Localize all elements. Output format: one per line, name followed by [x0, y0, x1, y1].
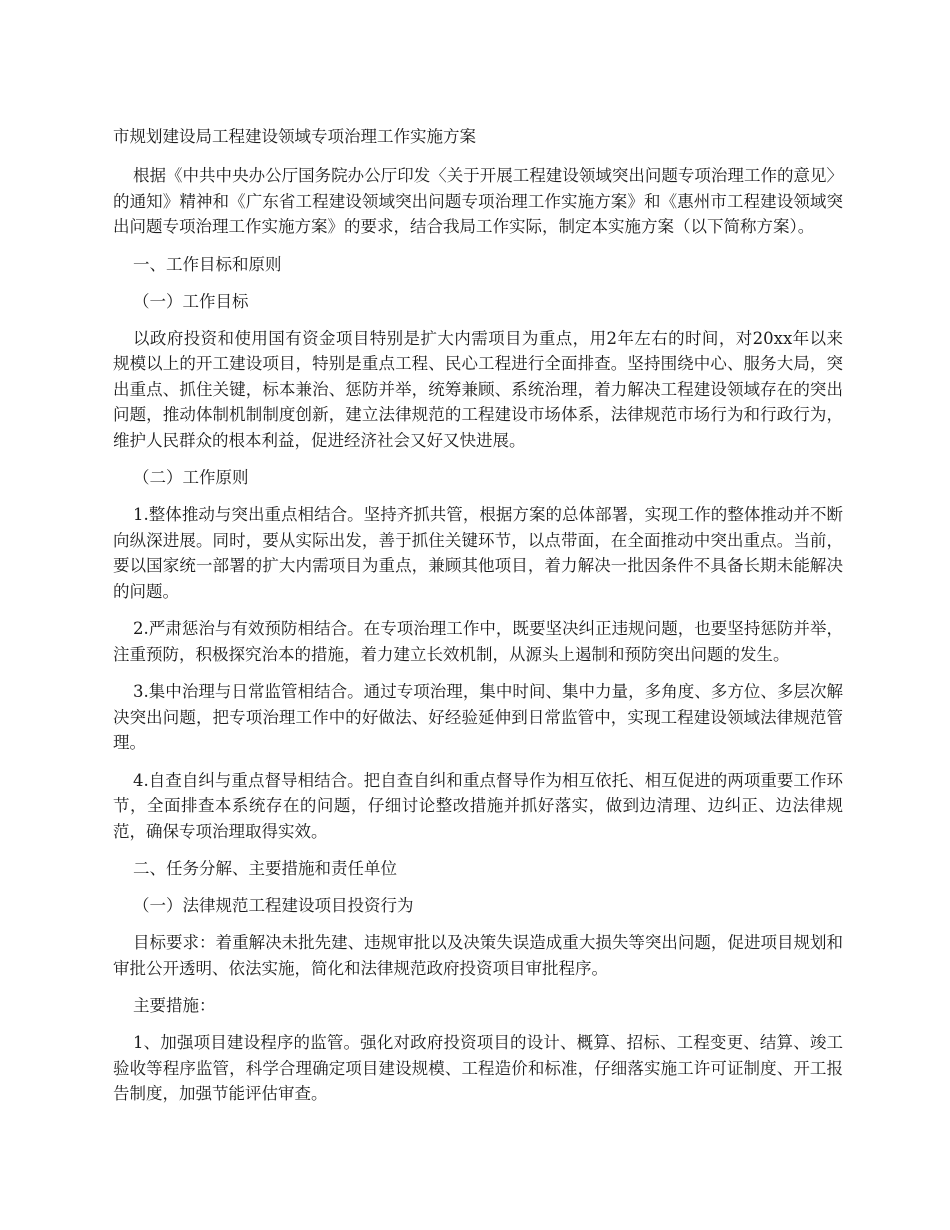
heading-main-measures: 主要措施：: [133, 996, 216, 1015]
subsection-heading-goals: （一）工作目标: [133, 291, 249, 311]
section-heading-1: 一、工作目标和原则: [133, 254, 282, 274]
section-heading-2: 二、任务分解、主要措施和责任单位: [133, 859, 397, 878]
subsection-heading-investment: （一）法律规范工程建设项目投资行为: [133, 896, 414, 915]
document-page: [113, 125, 843, 1119]
paragraph-measure-1: 1、加强项目建设程序的监管。强化对政府投资项目的设计、概算、招标、工程变更、结算、竣工验收等程序监管，科学合理确定项目建设规模、工程造价和标准，仔细落实施工许可证制度、开工报告制度，加强节能评估审查。: [113, 1033, 843, 1103]
document-title: 市规划建设局工程建设领域专项治理工作实施方案: [113, 127, 476, 146]
paragraph-principle-2: 2.严肃惩治与有效预防相结合。在专项治理工作中，既要坚决纠正违规问题，也要坚持惩防并举，注重预防，积极探究治本的措施，着力建立长效机制，从源头上遏制和预防突出问题的发生。: [113, 619, 843, 664]
paragraph-intro: 根据《中共中央办公厅国务院办公厅印发〈关于开展工程建设领域突出问题专项治理工作的意见〉的通知》精神和《广东省工程建设领域突出问题专项治理工作实施方案》和《惠州市工程建设领域突出问题专项治理工作实施方案》的要求，结合我局工作实际，制定本实施方案（以下简称方案）。: [113, 166, 843, 236]
subsection-heading-principles: （二）工作原则: [133, 468, 249, 487]
paragraph-target-requirements: 目标要求：着重解决未批先建、违规审批以及决策失误造成重大损失等突出问题，促进项目规划和审批公开透明、依法实施，简化和法律规范政府投资项目审批程序。: [113, 933, 843, 978]
paragraph-principle-4: 4.自查自纠与重点督导相结合。把自查自纠和重点督导作为相互依托、相互促进的两项重要工作环节，全面排查本系统存在的问题，仔细讨论整改措施并抓好落实，做到边清理、边纠正、边法律规范，确保专项治理取得实效。: [113, 770, 843, 841]
paragraph-principle-1: 1.整体推动与突出重点相结合。坚持齐抓共管，根据方案的总体部署，实现工作的整体推动并不断向纵深进展。同时，要从实际出发，善于抓住关键环节，以点带面，在全面推动中突出重点。当前，要以国家统一部署的扩大内需项目为重点，兼顾其他项目，着力解决一批因条件不具备长期未能解决的问题。: [113, 505, 843, 601]
paragraph-goals: 以政府投资和使用国有资金项目特别是扩大内需项目为重点，用2年左右的时间，对20xx年以来规模以上的开工建设项目，特别是重点工程、民心工程进行全面排查。坚持围绕中心、服务大局，突出重点、抓住关键，标本兼治、惩防并举，统筹兼顾、系统治理，着力解决工程建设领域存在的突出问题，推动体制机制制度创新，建立法律规范的工程建设市场体系，法律规范市场行为和行政行为，维护人民群众的根本利益，促进经济社会又好又快进展。: [113, 328, 843, 450]
paragraph-principle-3: 3.集中治理与日常监管相结合。通过专项治理，集中时间、集中力量，多角度、多方位、多层次解决突出问题，把专项治理工作中的好做法、好经验延伸到日常监管中，实现工程建设领域法律规范管理。: [113, 682, 843, 752]
